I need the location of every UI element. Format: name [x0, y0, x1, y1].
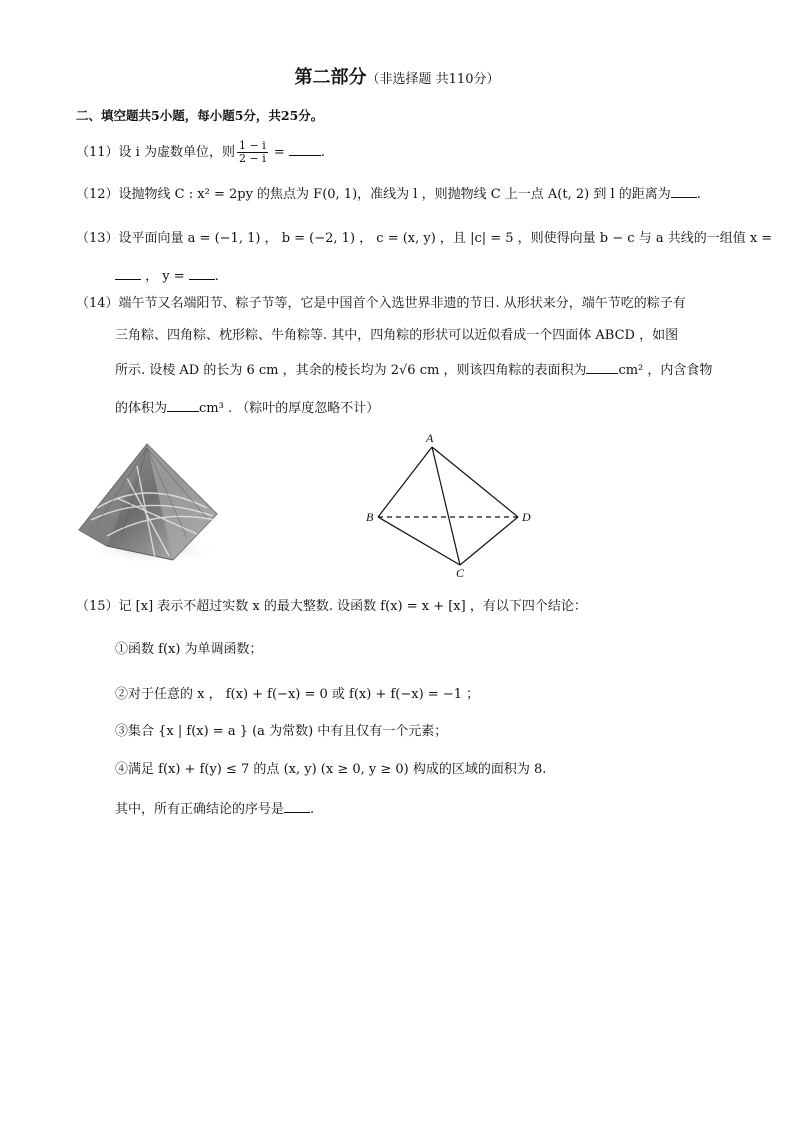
q14-volume-blank[interactable] [167, 399, 199, 412]
q14-area-blank[interactable] [586, 361, 618, 374]
q11-end: . [320, 145, 326, 160]
q13-line2-mid: ， y = [141, 269, 189, 284]
q12-text: 设抛物线 C : x² = 2py 的焦点为 F(0, 1)，准线为 l ，则抛物线 C 上一点 A(t, 2) 到 l 的距离为 [118, 187, 671, 202]
vertex-label-C: C [456, 566, 465, 578]
title-sub: （非选择题 共110分） [366, 72, 500, 87]
q15-number: （15） [76, 599, 119, 614]
q14-number: （14） [76, 296, 119, 311]
tetrahedron-diagram [360, 428, 540, 578]
q14-line3a: 所示. 设棱 AD 的长为 6 cm ，其余的棱长均为 2√6 cm ，则该四角粽的表面积为 [115, 363, 587, 378]
vertex-label-D: D [522, 510, 531, 524]
question-11 [76, 140, 325, 165]
q14-line3b: cm² ，内含食物 [618, 363, 713, 378]
q15-conclusion-2: ②对于任意的 x ， f(x) + f(−x) = 0 或 f(x) + f(−x) = −1 ； [115, 687, 480, 702]
q15-conclusion-4: ④满足 f(x) + f(y) ≤ 7 的点 (x, y) (x ≥ 0, y ≥ 0) 构成的区域的面积为 8. [115, 762, 547, 777]
zongzi-photo [77, 438, 219, 568]
page-title [0, 63, 794, 89]
q11-equals: = [269, 145, 289, 160]
q12-answer-blank[interactable] [671, 185, 697, 198]
q15-intro: 记 [x] 表示不超过实数 x 的最大整数. 设函数 f(x) = x + [x] ，有以下四个结论： [118, 599, 587, 614]
q11-frac-den: 2 − i [238, 152, 266, 165]
q11-fraction [237, 140, 268, 165]
q15-ask-text: 其中，所有正确结论的序号是 [115, 802, 285, 817]
edge-AB [378, 447, 432, 517]
q11-answer-blank[interactable] [289, 143, 321, 156]
q14-line4b: cm³ . （粽叶的厚度忽略不计） [199, 401, 380, 416]
q13-end: . [214, 269, 219, 284]
q13-line1: 设平面向量 a = (−1, 1) ， b = (−2, 1) ， c = (x, y) ，且 |c| = 5 ，则使得向量 b − c 与 a 共线的一组值 x = [118, 231, 773, 246]
q15-conclusion-3: ③集合 {x | f(x) = a } (a 为常数) 中有且仅有一个元素； [115, 724, 448, 739]
q11-text: 设 i 为虚数单位，则 [118, 145, 235, 160]
q15-end: . [310, 802, 315, 817]
question-15 [76, 597, 587, 617]
q11-frac-num: 1 − i [238, 139, 266, 152]
edge-CD [460, 517, 518, 565]
vertex-label-A: A [426, 431, 434, 445]
q14-line2: 三角粽、四角粽、枕形粽、牛角粽等. 其中，四角粽的形状可以近似看成一个四面体 ABCD ，如图 [115, 328, 679, 343]
q13-number: （13） [76, 231, 119, 246]
q13-y-blank[interactable] [189, 267, 215, 280]
vertex-label-B: B [366, 510, 374, 524]
q15-conclusion-1: ①函数 f(x) 为单调函数； [115, 642, 263, 657]
q14-line1: 端午节又名端阳节、粽子节等，它是中国首个入选世界非遗的节日. 从形状来分，端午节吃的粽子有 [118, 296, 686, 311]
q15-ask [115, 800, 314, 820]
section-heading: 二、填空题共5小题，每小题5分，共25分。 [76, 108, 324, 123]
q14-line3 [115, 361, 712, 381]
question-13-line2 [115, 267, 219, 287]
q13-x-blank[interactable] [115, 267, 141, 280]
question-14 [76, 294, 686, 314]
q12-end: . [696, 187, 701, 202]
title-main: 第二部分 [294, 67, 367, 88]
edge-BC [378, 517, 460, 565]
question-12 [76, 185, 701, 205]
question-13 [76, 229, 772, 249]
q12-number: （12） [76, 187, 119, 202]
q14-line4a: 的体积为 [115, 401, 168, 416]
q14-line4 [115, 399, 379, 419]
edge-AC [432, 447, 460, 565]
edge-AD [432, 447, 518, 517]
q15-answer-blank[interactable] [284, 800, 310, 813]
q11-number: （11） [76, 145, 119, 160]
